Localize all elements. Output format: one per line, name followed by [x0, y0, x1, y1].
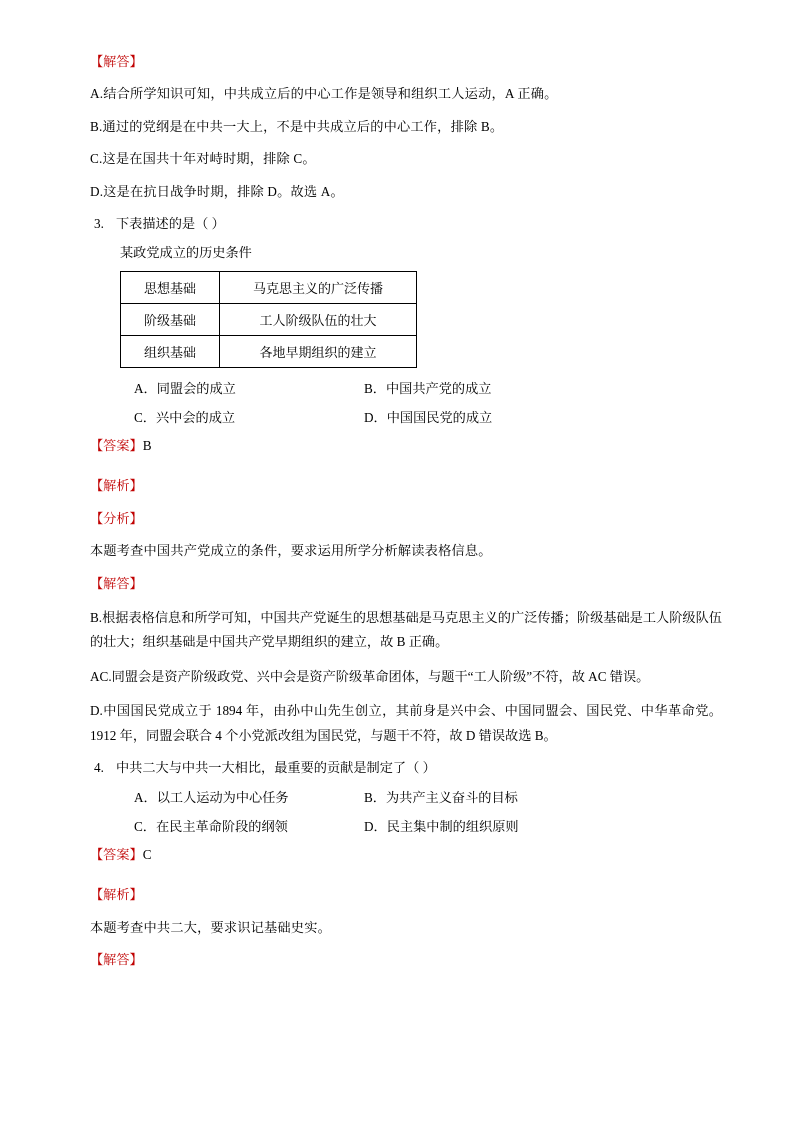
question-4-option-b[interactable]: B．为共产主义奋斗的目标 — [364, 789, 518, 805]
table-cell-value: 工人阶级队伍的壮大 — [220, 303, 417, 335]
jieda-line-c: C.这是在国共十年对峙时期，排除 C。 — [90, 151, 316, 167]
table-cell-value: 各地早期组织的建立 — [220, 335, 417, 367]
jieda-line-b: B.通过的党纲是在中共一大上，不是中共成立后的中心工作，排除 B。 — [90, 118, 504, 134]
question-4-analysis-heading — [90, 885, 722, 905]
answer-value: B — [142, 437, 152, 453]
jieda-label: 【解答】 — [90, 575, 143, 591]
question-3-jieda-para-1: B.根据表格信息和所学可知，中国共产党诞生的思想基础是马克思主义的广泛传播；阶级基础是工人阶级队伍的壮大；组织基础是中国共产党早期组织的建立，故 B 正确。 — [90, 610, 722, 650]
question-4-option-c[interactable]: C．在民主革命阶段的纲领 — [134, 818, 288, 834]
question-3-option-d[interactable]: D．中国国民党的成立 — [364, 409, 493, 425]
question-3 — [90, 214, 722, 234]
question-4-options-row-2 — [134, 816, 722, 837]
question-3-stem: 下表描述的是（ ） — [116, 216, 225, 232]
spacer — [90, 877, 722, 885]
question-3-fenxi-heading — [90, 509, 722, 529]
question-3-option-c[interactable]: C．兴中会的成立 — [134, 409, 236, 425]
table-row — [121, 271, 417, 303]
answer-value: C — [142, 846, 152, 862]
question-4-options-row-1 — [134, 787, 722, 808]
question-3-options-row-1 — [134, 378, 722, 399]
question-3-options-row-2 — [134, 407, 722, 428]
answer-label: 【答案】 — [90, 437, 143, 453]
section-jieda-heading — [90, 52, 722, 72]
fenxi-label: 【分析】 — [90, 510, 143, 526]
question-4-number: 4. — [94, 760, 104, 776]
spacer — [90, 468, 722, 476]
question-3-jieda-para-2: AC.同盟会是资产阶级政党、兴中会是资产阶级革命团体，与题干“工人阶级”不符，故 AC 错误。 — [90, 668, 650, 684]
table-cell-key: 思想基础 — [121, 271, 220, 303]
jiexi-label: 【解析】 — [90, 478, 143, 494]
table-row — [121, 303, 417, 335]
question-3-number: 3. — [94, 216, 104, 232]
question-4-option-d[interactable]: D．民主集中制的组织原则 — [364, 818, 519, 834]
table-row — [121, 335, 417, 367]
jiexi-label: 【解析】 — [90, 887, 143, 903]
question-3-fenxi-text: 本题考查中国共产党成立的条件，要求运用所学分析解读表格信息。 — [90, 543, 492, 559]
jieda-label: 【解答】 — [90, 952, 143, 968]
question-4-analysis-text: 本题考查中共二大，要求识记基础史实。 — [90, 919, 331, 935]
question-4-answer — [90, 845, 722, 865]
question-3-table-caption: 某政党成立的历史条件 — [120, 244, 252, 260]
question-3-jieda-para-3: D.中国国民党成立于 1894 年，由孙中山先生创立，其前身是兴中会、中国同盟会、国民党、中华革命党。1912 年，同盟会联合 4 个小党派改组为国民党，与题干不符，故 D 错误故选 B。 — [90, 703, 722, 743]
answer-label: 【答案】 — [90, 846, 143, 862]
question-3-answer — [90, 436, 722, 456]
question-3-condition-table — [120, 271, 417, 368]
question-3-analysis-heading — [90, 476, 722, 496]
table-cell-key: 组织基础 — [121, 335, 220, 367]
question-4-option-a[interactable]: A．以工人运动为中心任务 — [134, 789, 289, 805]
question-3-option-b[interactable]: B．中国共产党的成立 — [364, 380, 492, 396]
question-4 — [90, 758, 722, 778]
jieda-label: 【解答】 — [90, 54, 143, 69]
table-cell-value: 马克思主义的广泛传播 — [220, 271, 417, 303]
jieda-line-a: A.结合所学知识可知，中共成立后的中心工作是领导和组织工人运动，A 正确。 — [90, 86, 558, 102]
question-4-stem: 中共二大与中共一大相比，最重要的贡献是制定了（ ） — [116, 760, 436, 776]
question-3-jieda-heading — [90, 574, 722, 594]
question-3-option-a[interactable]: A．同盟会的成立 — [134, 380, 236, 396]
jieda-line-d: D.这是在抗日战争时期，排除 D。故选 A。 — [90, 183, 344, 199]
question-4-jieda-heading — [90, 950, 722, 970]
table-cell-key: 阶级基础 — [121, 303, 220, 335]
